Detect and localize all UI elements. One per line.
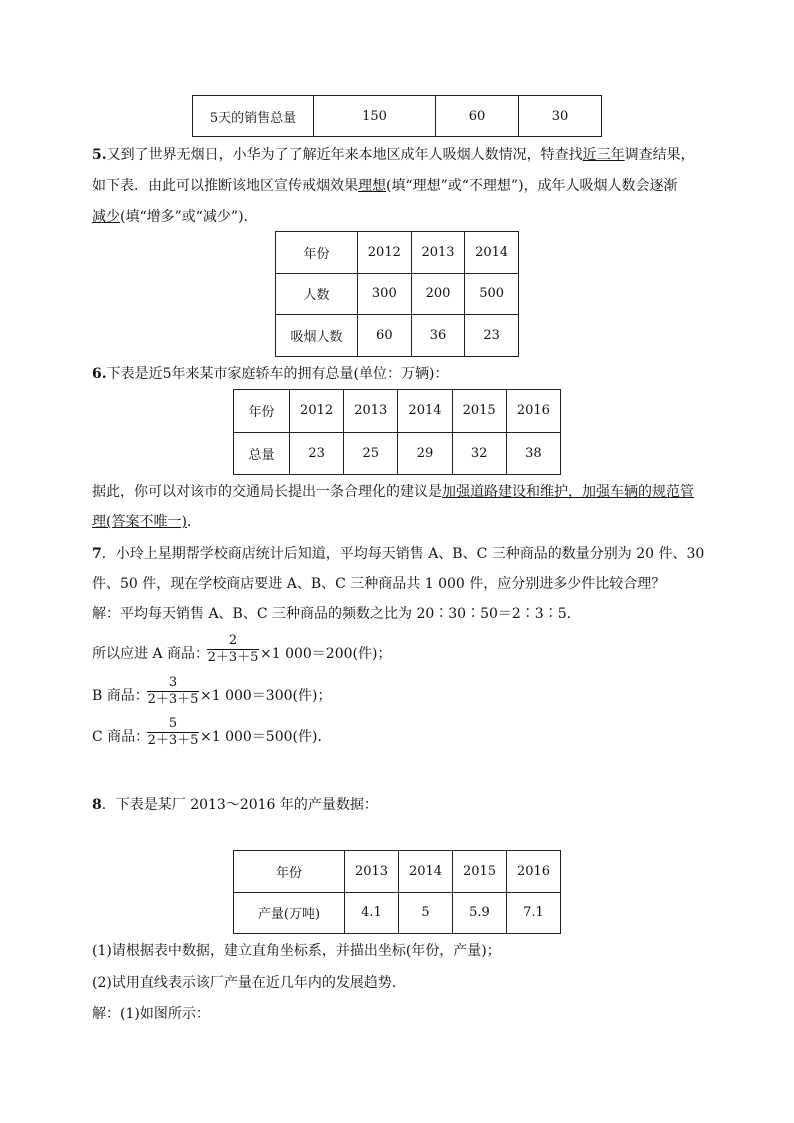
- table-row-label: 吸烟人数: [276, 315, 358, 357]
- question-8-part-2: (2)试用直线表示该厂产量在近几年内的发展趋势．: [92, 975, 406, 991]
- question-number: 7: [92, 546, 102, 562]
- solution-text: 解：平均每天销售 A、B、C 三种商品的频数之比为 20∶30∶50＝2∶3∶5.: [92, 606, 572, 622]
- table-cell: 60: [358, 315, 412, 357]
- table-cell: 200: [411, 273, 465, 315]
- table-cell: 25: [344, 432, 398, 475]
- answer-blank: 加强道路建设和维护，加强车辆的规范管: [442, 484, 694, 500]
- table-header: 2013: [344, 390, 398, 433]
- table-header: 2016: [507, 851, 561, 893]
- table-cell: 30: [519, 96, 602, 137]
- table-cell: 5: [399, 892, 453, 934]
- table-header: 2013: [345, 851, 399, 893]
- table-cell: 7.1: [507, 892, 561, 934]
- solution-a-label: 所以应进 A 商品：: [92, 646, 210, 662]
- table-cell: 23: [465, 315, 519, 357]
- table-header: 2012: [290, 390, 344, 433]
- question-7-solution: [92, 604, 571, 624]
- fraction-numerator: 2: [228, 633, 238, 648]
- question-text: ．: [186, 514, 201, 530]
- answer-blank: 理想: [358, 178, 386, 194]
- fraction-denominator: 2＋3＋5: [147, 692, 199, 707]
- question-text: 调查结果，: [624, 147, 695, 163]
- fraction-denominator: 2＋3＋5: [207, 650, 259, 665]
- solution-b-label: B 商品：: [92, 688, 149, 704]
- question-text: ．小玲上星期帮学校商店统计后知道，平均每天销售 A、B、C 三种商品的数量分别为 20 件、30: [101, 546, 705, 562]
- table-header: 2014: [465, 232, 519, 274]
- question-text: (填“增多”或“减少”)．: [120, 209, 258, 225]
- question-number: 6.: [92, 366, 107, 382]
- question-6-answer-line-2: [92, 512, 201, 532]
- question-number: 8: [92, 797, 102, 813]
- question-text: 下表是近5年来某市家庭轿车的拥有总量(单位：万辆)：: [106, 366, 449, 382]
- table-cell: 150: [314, 96, 436, 137]
- cars-table: [233, 389, 561, 475]
- table-header: 年份: [276, 232, 358, 274]
- table-header: 2014: [398, 390, 452, 433]
- fraction-denominator: 2＋3＋5: [147, 733, 199, 748]
- table-cell: 23: [290, 432, 344, 475]
- table-header: 2015: [452, 390, 506, 433]
- solution-a-result: ×1 000＝200(件)；: [260, 646, 392, 662]
- answer-blank: 近三年: [582, 147, 625, 163]
- fraction-c: [147, 716, 199, 749]
- question-8-line: [92, 795, 378, 815]
- table-header: 2016: [506, 390, 560, 433]
- question-6-line: [92, 364, 448, 384]
- table-cell: 36: [411, 315, 465, 357]
- question-5-line-1: [92, 145, 695, 165]
- table-cell: 60: [436, 96, 519, 137]
- table-header: 2013: [411, 232, 465, 274]
- question-7-line-1: [92, 544, 704, 564]
- question-8-part-1: (1)请根据表中数据，建立直角坐标系，并描出坐标(年份，产量)；: [92, 943, 501, 959]
- question-text: 又到了世界无烟日，小华为了了解近年来本地区成年人吸烟人数情况，特查找: [106, 147, 583, 163]
- table-cell: 500: [465, 273, 519, 315]
- table-cell: 38: [506, 432, 560, 475]
- table-header: 2012: [358, 232, 412, 274]
- question-number: 5.: [92, 147, 107, 163]
- table-cell: 4.1: [345, 892, 399, 934]
- table-cell: 32: [452, 432, 506, 475]
- fraction-a: [207, 633, 259, 666]
- question-7-line-2: [92, 574, 665, 594]
- question-text: 据此，你可以对该市的交通局长提出一条合理化的建议是: [92, 484, 442, 500]
- table-header: 2015: [453, 851, 507, 893]
- solution-c-result: ×1 000＝500(件)．: [200, 729, 332, 745]
- question-5-line-2: [92, 176, 678, 196]
- table-header: 2014: [399, 851, 453, 893]
- fraction-numerator: 3: [168, 675, 178, 690]
- table-cell: 300: [358, 273, 412, 315]
- solution-b-result: ×1 000＝300(件)；: [200, 688, 332, 704]
- question-5-line-3: [92, 207, 258, 227]
- question-8-solution: 解：(1)如图所示：: [92, 1006, 210, 1022]
- fraction-numerator: 5: [168, 716, 178, 731]
- production-table: [233, 850, 561, 934]
- solution-c-label: C 商品：: [92, 729, 150, 745]
- table-row-label: 总量: [234, 432, 290, 475]
- question-text: (填“理想”或“不理想”)，成年人吸烟人数会逐渐: [386, 178, 678, 194]
- table-row-label: 人数: [276, 273, 358, 315]
- table-row-label: 产量(万吨): [234, 892, 345, 934]
- question-text: 件、50 件，现在学校商店要进 A、B、C 三种商品共 1 000 件，应分别进多少件比较合理？: [92, 576, 666, 592]
- answer-blank: 减少: [92, 209, 120, 225]
- question-text: 如下表．由此可以推断该地区宣传戒烟效果: [92, 178, 358, 194]
- answer-blank: 理(答案不唯一): [92, 514, 187, 530]
- table-cell: 5.9: [453, 892, 507, 934]
- table-cell: 29: [398, 432, 452, 475]
- smoking-table: [275, 231, 519, 357]
- table-header: 年份: [234, 390, 290, 433]
- table-header: 年份: [234, 851, 345, 893]
- sales-total-table: [192, 95, 602, 137]
- question-text: ．下表是某厂 2013～2016 年的产量数据：: [101, 797, 378, 813]
- table-row-label: 5天的销售总量: [193, 96, 314, 137]
- fraction-b: [147, 675, 199, 708]
- question-6-answer-line-1: [92, 482, 694, 502]
